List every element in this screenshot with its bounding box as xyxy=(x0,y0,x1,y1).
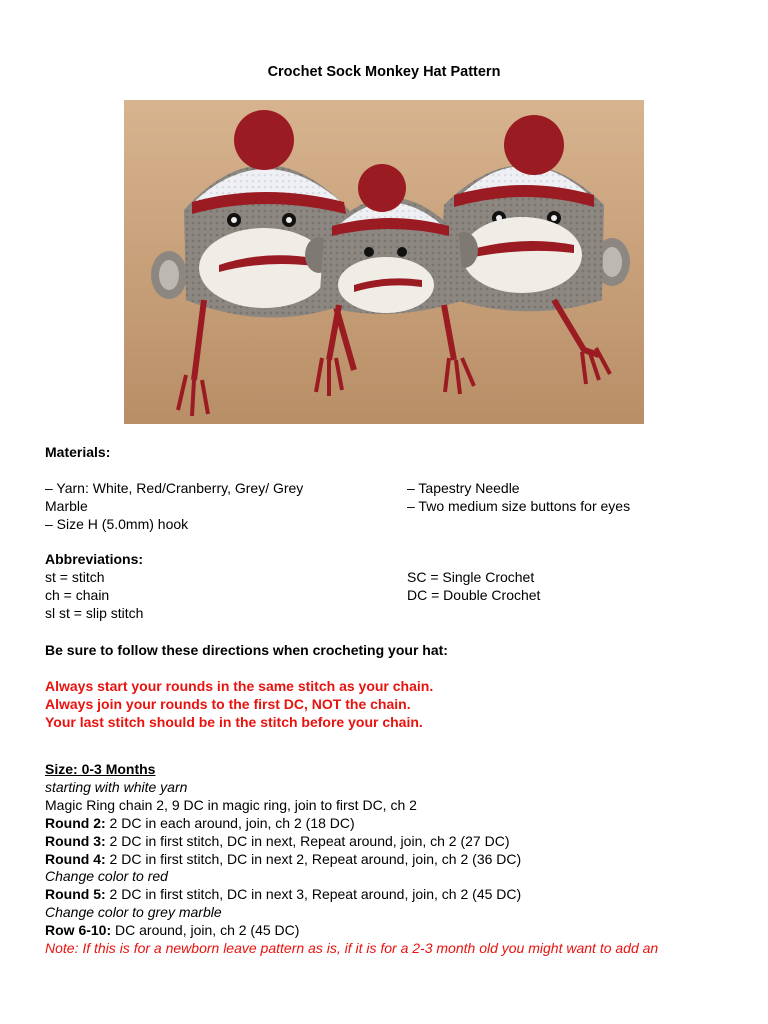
round-label: Round 4: xyxy=(45,851,106,867)
materials-right-item: – Tapestry Needle xyxy=(407,480,520,496)
color-change-red: Change color to red xyxy=(45,868,168,884)
materials-right-item: – Two medium size buttons for eyes xyxy=(407,498,631,514)
abbreviation-item: SC = Single Crochet xyxy=(407,569,535,585)
size-heading: Size: 0-3 Months xyxy=(45,761,156,777)
materials-left-item: – Yarn: White, Red/Cranberry, Grey/ Grey xyxy=(45,480,304,496)
round-text: 2 DC in first stitch, DC in next, Repeat around, join, ch 2 (27 DC) xyxy=(105,833,510,849)
row-label: Row 6-10: xyxy=(45,922,112,938)
sock-monkey-hats-photo xyxy=(124,100,644,424)
round-text: 2 DC in first stitch, DC in next 2, Repeat around, join, ch 2 (36 DC) xyxy=(105,851,522,867)
row-text: DC around, join, ch 2 (45 DC) xyxy=(111,922,300,938)
direction-rule: Always join your rounds to the first DC, NOT the chain. xyxy=(45,696,411,712)
direction-rule: Always start your rounds in the same stitch as your chain. xyxy=(45,678,434,694)
round-label: Round 3: xyxy=(45,833,106,849)
round-text: 2 DC in first stitch, DC in next 3, Repeat around, join, ch 2 (45 DC) xyxy=(105,886,522,902)
newborn-note: Note: If this is for a newborn leave pattern as is, if it is for a 2-3 month old you might want to add an xyxy=(45,940,659,956)
abbreviation-item: DC = Double Crochet xyxy=(407,587,541,603)
abbreviations-heading: Abbreviations: xyxy=(45,551,144,567)
directions-heading: Be sure to follow these directions when crocheting your hat: xyxy=(45,642,448,658)
abbreviation-item: sl st = slip stitch xyxy=(45,605,144,621)
color-change-grey: Change color to grey marble xyxy=(45,904,222,920)
materials-left-item: – Size H (5.0mm) hook xyxy=(45,516,189,532)
magic-ring-step: Magic Ring chain 2, 9 DC in magic ring, join to first DC, ch 2 xyxy=(45,797,417,813)
round-text: 2 DC in each around, join, ch 2 (18 DC) xyxy=(105,815,355,831)
direction-rule: Your last stitch should be in the stitch before your chain. xyxy=(45,714,423,730)
round-step xyxy=(45,850,521,868)
round-label: Round 5: xyxy=(45,886,106,902)
materials-left-item: Marble xyxy=(45,498,88,514)
round-step xyxy=(45,832,510,850)
round-step xyxy=(45,885,521,903)
row-step xyxy=(45,921,299,939)
abbreviation-item: ch = chain xyxy=(45,587,110,603)
page-title: Crochet Sock Monkey Hat Pattern xyxy=(267,64,501,80)
round-label: Round 2: xyxy=(45,815,106,831)
round-step xyxy=(45,814,355,832)
size-note-start: starting with white yarn xyxy=(45,779,188,795)
materials-heading: Materials: xyxy=(45,444,111,460)
abbreviation-item: st = stitch xyxy=(45,569,105,585)
